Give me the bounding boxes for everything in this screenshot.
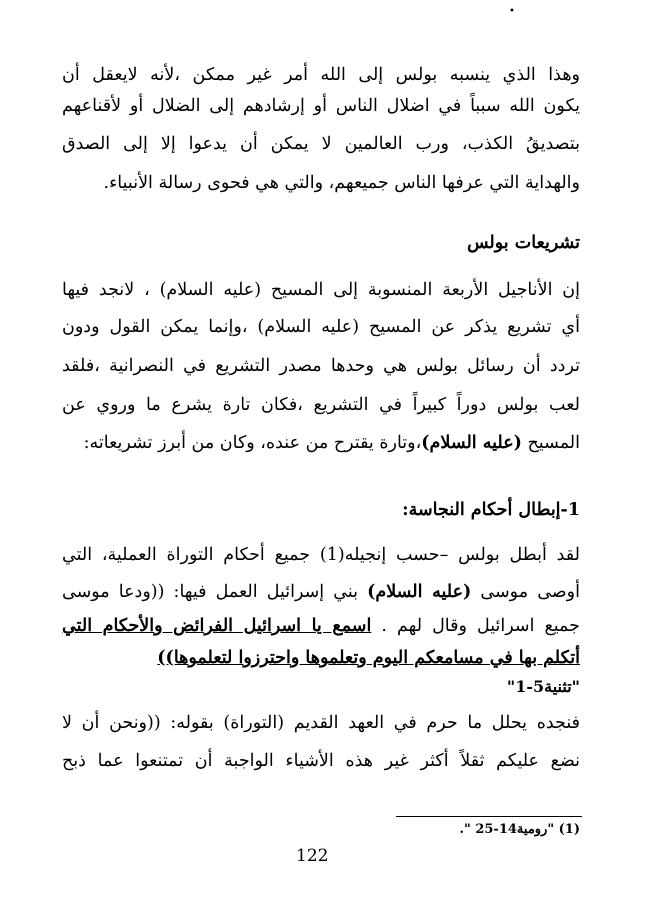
paragraph-2-line-5: [62, 428, 580, 458]
paragraph-2-line-2: أي تشريع يذكر عن المسيح (عليه السلام) ،وإنما يمكن القول ودون: [62, 317, 580, 337]
page-number: 122: [296, 846, 329, 866]
paragraph-1-line-3: بتصديقُ الكذب، ورب العالمين لا يمكن أن يدعوا إلا إلى الصدق: [62, 134, 580, 154]
paragraph-4-line-1: فنجده يحلل ما حرم في العهد القديم (التوراة) بقوله: ((ونحن أن لا: [62, 713, 580, 733]
paragraph-3-line-1: لقد أبطل بولس –حسب إنجيله(1) جميع أحكام التوراة العملية، التي: [62, 545, 580, 565]
section-heading-abolishing-impurity: 1-إبطال أحكام النجاسة:: [402, 500, 580, 520]
paragraph-4-line-2: نضع عليكم ثقلاً أكثر غير هذه الأشياء الواجبة أن تمتنعوا عما ذبح: [62, 751, 580, 771]
scripture-reference: "تثنية5-1": [506, 677, 580, 696]
paragraph-2-line-4: لعب بولس دوراً كبيراً في التشريع ،فكان تارة يشرع ما وروي عن: [62, 395, 580, 415]
footnote-divider: [396, 816, 582, 817]
honorific-bold: (عليه السلام): [367, 582, 472, 602]
section-heading-paul-legislations: تشريعات بولس: [467, 233, 580, 253]
text-segment: المسيح: [527, 433, 580, 453]
text-segment: أوصى موسى: [480, 582, 580, 602]
text-segment: بني إسرائيل العمل فيها: ((ودعا موسى: [62, 582, 359, 602]
paragraph-1-line-1: وهذا الذي ينسبه بولس إلى الله أمر غير ممكن ،لأنه لايعقل أن: [62, 65, 580, 85]
page-mark: •: [509, 6, 515, 17]
quote-underlined: اسمع يا اسرائيل الفرائض والأحكام التي: [62, 616, 372, 636]
honorific-bold: (عليه السلام): [421, 433, 522, 453]
paragraph-3-line-2: [62, 577, 580, 607]
paragraph-2-line-1: إن الأناجيل الأربعة المنسوبة إلى المسيح (عليه السلام) ، لانجد فيها: [62, 280, 580, 300]
paragraph-2-line-3: تردد أن رسائل بولس هي وحدها مصدر التشريع في النصرانية ،فلقد: [62, 356, 580, 376]
paragraph-1-line-2: يكون الله سبباً في اضلال الناس أو إرشادهم إلى الضلال أو لأقناعهم: [62, 96, 580, 116]
paragraph-3-line-4: [62, 643, 580, 673]
text-segment: ،وتارة يقترح من عنده، وكان من أبرز تشريعاته:: [83, 433, 422, 453]
text-segment: جميع اسرائيل وقال لهم .: [381, 616, 580, 636]
quote-underlined: أتكلم بها في مسامعكم اليوم وتعلموها واحترزوا لتعلموها)): [157, 648, 580, 668]
footnote: (1) "رومية14-25 ".: [459, 822, 580, 837]
paragraph-1-line-4: والهداية التي عرفها الناس جميعهم، والتي هي فحوى رسالة الأنبياء.: [103, 173, 580, 193]
paragraph-3-line-3: [62, 611, 580, 641]
